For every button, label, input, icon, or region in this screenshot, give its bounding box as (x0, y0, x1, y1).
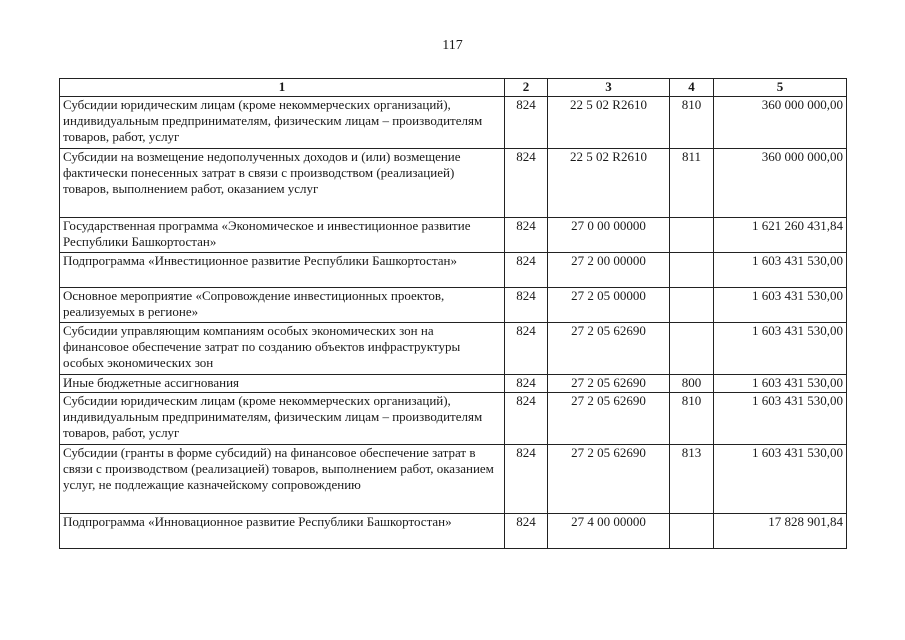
table-row (60, 375, 847, 393)
column-header-2: 2 (505, 79, 548, 97)
row-expense-type: 800 (670, 375, 714, 393)
row-name: Подпрограмма «Инновационное развитие Республики Башкортостан» (60, 514, 505, 549)
row-name: Субсидии юридическим лицам (кроме некоммерческих организаций), индивидуальным предпринимателям, физическим лицам – производителям товаров, работ, услуг (60, 393, 505, 445)
row-expense-type: 811 (670, 149, 714, 218)
row-amount: 17 828 901,84 (714, 514, 847, 549)
row-expense-type (670, 288, 714, 323)
row-expense-type (670, 253, 714, 288)
header-row (60, 79, 847, 97)
row-expense-type: 813 (670, 445, 714, 514)
column-header-3: 3 (548, 79, 670, 97)
table-row (60, 323, 847, 375)
row-amount: 1 603 431 530,00 (714, 323, 847, 375)
row-ministry-code: 824 (505, 253, 548, 288)
row-ministry-code: 824 (505, 514, 548, 549)
row-target-article: 22 5 02 R2610 (548, 149, 670, 218)
table-row (60, 393, 847, 445)
row-target-article: 27 0 00 00000 (548, 218, 670, 253)
row-expense-type (670, 514, 714, 549)
budget-table (59, 78, 847, 549)
column-header-5: 5 (714, 79, 847, 97)
page-number: 117 (442, 38, 463, 53)
row-target-article: 27 2 05 62690 (548, 323, 670, 375)
row-target-article: 27 4 00 00000 (548, 514, 670, 549)
row-target-article: 27 2 05 62690 (548, 393, 670, 445)
row-ministry-code: 824 (505, 149, 548, 218)
row-name: Государственная программа «Экономическое и инвестиционное развитие Республики Башкортостан» (60, 218, 505, 253)
row-ministry-code: 824 (505, 445, 548, 514)
row-target-article: 27 2 05 62690 (548, 375, 670, 393)
row-amount: 1 603 431 530,00 (714, 445, 847, 514)
column-header-4: 4 (670, 79, 714, 97)
row-amount: 360 000 000,00 (714, 149, 847, 218)
row-name: Субсидии управляющим компаниям особых экономических зон на финансовое обеспечение затрат по созданию объектов инфраструктуры особых экономических зон (60, 323, 505, 375)
row-target-article: 22 5 02 R2610 (548, 97, 670, 149)
row-ministry-code: 824 (505, 393, 548, 445)
table-row (60, 514, 847, 549)
row-ministry-code: 824 (505, 218, 548, 253)
row-expense-type (670, 323, 714, 375)
row-expense-type (670, 218, 714, 253)
row-name: Субсидии (гранты в форме субсидий) на финансовое обеспечение затрат в связи с производством (реализацией) товаров, выполнением работ, оказанием услуг, не подлежащие казначейскому сопровождению (60, 445, 505, 514)
row-name: Подпрограмма «Инвестиционное развитие Республики Башкортостан» (60, 253, 505, 288)
column-header-1: 1 (60, 79, 505, 97)
row-name: Основное мероприятие «Сопровождение инвестиционных проектов, реализуемых в регионе» (60, 288, 505, 323)
row-ministry-code: 824 (505, 323, 548, 375)
row-target-article: 27 2 05 00000 (548, 288, 670, 323)
row-amount: 1 603 431 530,00 (714, 393, 847, 445)
row-name: Иные бюджетные ассигнования (60, 375, 505, 393)
table-row (60, 97, 847, 149)
row-target-article: 27 2 05 62690 (548, 445, 670, 514)
row-ministry-code: 824 (505, 288, 548, 323)
table-row (60, 253, 847, 288)
row-name: Субсидии на возмещение недополученных доходов и (или) возмещение фактически понесенных затрат в связи с производством (реализацией) товаров, выполнением работ, оказанием услуг (60, 149, 505, 218)
row-ministry-code: 824 (505, 97, 548, 149)
row-amount: 1 603 431 530,00 (714, 375, 847, 393)
row-amount: 1 621 260 431,84 (714, 218, 847, 253)
row-ministry-code: 824 (505, 375, 548, 393)
row-expense-type: 810 (670, 393, 714, 445)
row-target-article: 27 2 00 00000 (548, 253, 670, 288)
row-name: Субсидии юридическим лицам (кроме некоммерческих организаций), индивидуальным предпринимателям, физическим лицам – производителям товаров, работ, услуг (60, 97, 505, 149)
table-row (60, 149, 847, 218)
table-row (60, 445, 847, 514)
row-amount: 360 000 000,00 (714, 97, 847, 149)
table-row (60, 218, 847, 253)
row-expense-type: 810 (670, 97, 714, 149)
table-row (60, 288, 847, 323)
row-amount: 1 603 431 530,00 (714, 253, 847, 288)
row-amount: 1 603 431 530,00 (714, 288, 847, 323)
